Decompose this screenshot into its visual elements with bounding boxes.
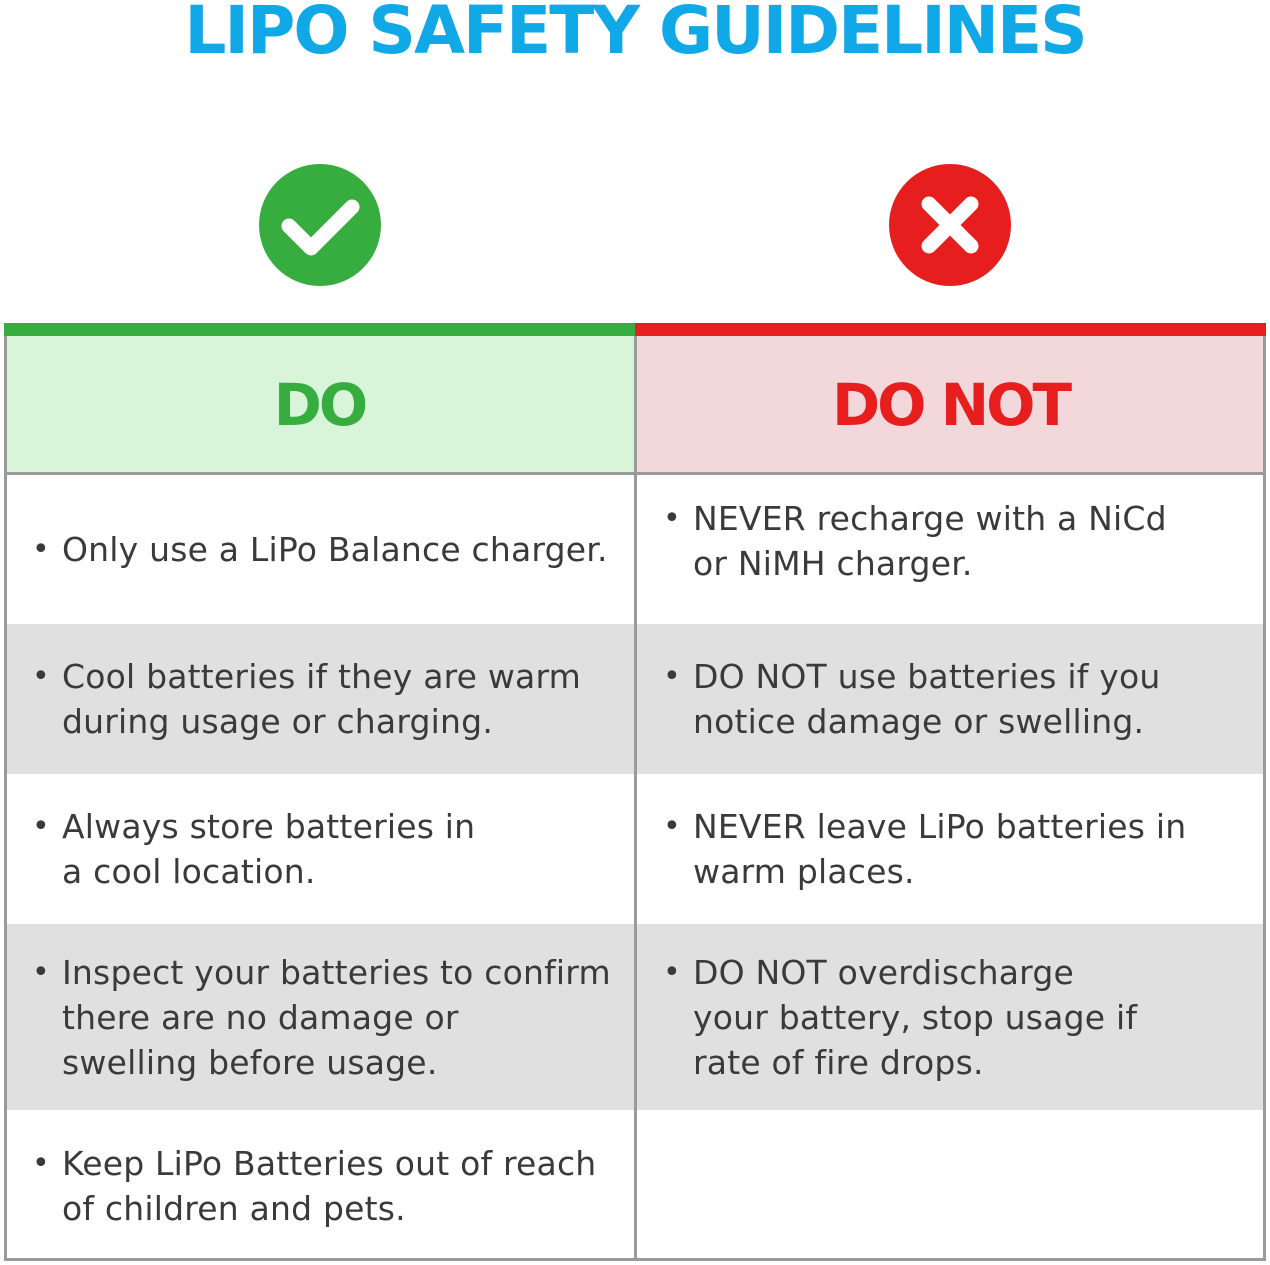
do-cell: [4, 624, 635, 774]
donot-accent-bar: [635, 323, 1266, 336]
donot-item-text: DO NOT use batteries if you notice damage or swelling.: [693, 657, 1161, 741]
list-item: [663, 496, 1167, 586]
do-accent-bar: [4, 323, 635, 336]
bullet-marker: •: [32, 809, 50, 844]
do-item-text: Only use a LiPo Balance charger.: [62, 530, 608, 569]
list-item: [32, 654, 581, 744]
donot-cell-empty: [635, 1110, 1266, 1261]
do-item-text: Cool batteries if they are warm during usage or charging.: [62, 657, 582, 741]
x-circle-icon: [889, 164, 1011, 286]
list-item: [32, 804, 475, 894]
donot-item-text: NEVER leave LiPo batteries in warm places.: [693, 807, 1187, 891]
do-cell: [4, 774, 635, 924]
check-circle-icon: [259, 164, 381, 286]
donot-cell: [635, 475, 1266, 624]
list-item: [663, 950, 1137, 1085]
do-cell: [4, 924, 635, 1110]
guidelines-table: [4, 323, 1266, 1261]
grid-line-bottom: [4, 1258, 1266, 1261]
donot-cell: [635, 624, 1266, 774]
list-item: [663, 804, 1186, 894]
donot-cell: [635, 774, 1266, 924]
bullet-marker: •: [663, 659, 681, 694]
bullet-marker: •: [32, 532, 50, 567]
list-item: [32, 527, 608, 572]
bullet-marker: •: [663, 809, 681, 844]
bullet-marker: •: [32, 954, 50, 990]
do-item-text: Inspect your batteries to confirm there are no damage or swelling before usage.: [62, 952, 611, 1082]
bullet-marker: •: [663, 954, 681, 990]
grid-line-header-bottom: [4, 472, 1266, 475]
donot-item-text: NEVER recharge with a NiCd or NiMH charger.: [693, 498, 1167, 583]
do-cell: [4, 475, 635, 624]
list-item: [32, 1141, 596, 1231]
do-item-text: Keep LiPo Batteries out of reach of children and pets.: [62, 1143, 597, 1228]
list-item: [32, 950, 611, 1085]
donot-column-header: DO NOT: [635, 336, 1266, 473]
donot-cell: [635, 924, 1266, 1110]
do-item-text: Always store batteries in a cool location.: [62, 807, 476, 891]
bullet-marker: •: [32, 1145, 50, 1181]
page-title: LIPO SAFETY GUIDELINES: [184, 0, 1086, 69]
list-item: [663, 654, 1160, 744]
bullet-marker: •: [32, 659, 50, 694]
do-cell: [4, 1110, 635, 1261]
donot-item-text: DO NOT overdischarge your battery, stop usage if rate of fire drops.: [693, 952, 1138, 1082]
do-column-header: DO: [4, 336, 635, 473]
bullet-marker: •: [663, 500, 681, 536]
